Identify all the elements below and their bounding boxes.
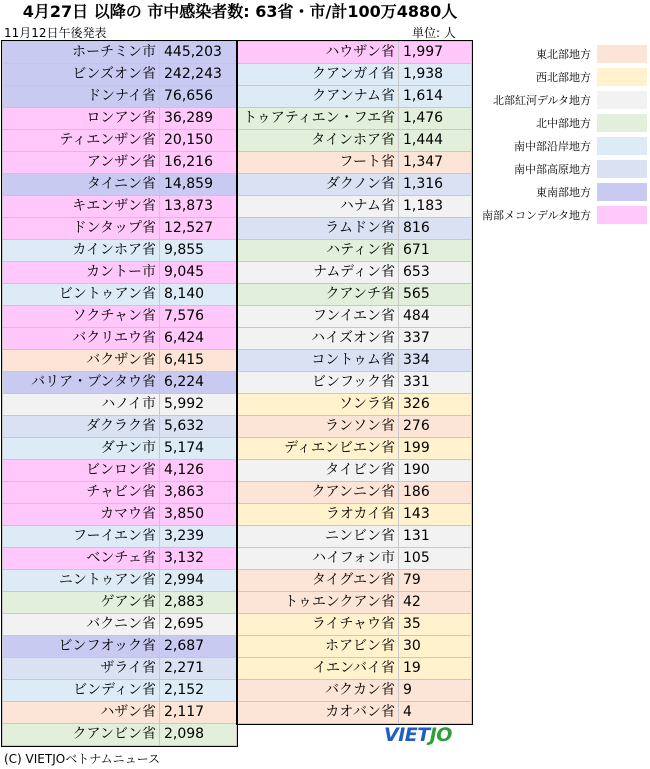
case-count: 5,632: [160, 416, 237, 438]
legend-swatch: [597, 137, 647, 155]
legend-item: [482, 88, 650, 111]
table-row: [238, 42, 472, 64]
province-name: ロンアン省: [3, 108, 160, 130]
legend-item: [482, 42, 650, 65]
province-name: ハイズオン省: [238, 328, 399, 350]
page-title: 4月27日 以降の 市中感染者数: 63省・市/計100万4880人: [22, 2, 458, 21]
legend-item: [482, 157, 650, 180]
case-count: 1,316: [399, 174, 472, 196]
case-count: 199: [399, 438, 472, 460]
table-row: [238, 636, 472, 658]
table-row: [238, 328, 472, 350]
case-count: 76,656: [160, 86, 237, 108]
table-row: [3, 702, 237, 724]
province-name: バリア・ブンタウ省: [3, 372, 160, 394]
case-count: 105: [399, 548, 472, 570]
table-row: [238, 504, 472, 526]
table-row: [3, 108, 237, 130]
case-count: 653: [399, 262, 472, 284]
table-row: [3, 218, 237, 240]
table-row: [238, 284, 472, 306]
table-row: [238, 592, 472, 614]
province-name: ハイフォン市: [238, 548, 399, 570]
table-row: [3, 482, 237, 504]
case-count: 14,859: [160, 174, 237, 196]
logo-text-viet: VIET: [384, 724, 430, 746]
legend-swatch: [597, 68, 647, 86]
table-row: [3, 724, 237, 746]
table-row: [3, 64, 237, 86]
legend-label: 南中部高原地方: [514, 162, 591, 176]
province-name: ソクチャン省: [3, 306, 160, 328]
province-name: カマウ省: [3, 504, 160, 526]
legend-item: [482, 65, 650, 88]
table-row: [238, 108, 472, 130]
table-row: [238, 394, 472, 416]
unit-label: 単位: 人: [412, 26, 456, 40]
case-count: 3,863: [160, 482, 237, 504]
province-name: チャビン省: [3, 482, 160, 504]
legend-label: 北中部地方: [536, 116, 591, 130]
legend-item: [482, 180, 650, 203]
table-row: [3, 570, 237, 592]
legend-label: 西北部地方: [536, 70, 591, 84]
province-name: フンイエン省: [238, 306, 399, 328]
province-name: ディエンビエン省: [238, 438, 399, 460]
case-count: 2,687: [160, 636, 237, 658]
table-row: [3, 86, 237, 108]
province-name: ダナン市: [3, 438, 160, 460]
case-count: 2,695: [160, 614, 237, 636]
province-name: クアンニン省: [238, 482, 399, 504]
case-count: 2,994: [160, 570, 237, 592]
province-name: ゲアン省: [3, 592, 160, 614]
table-row: [238, 350, 472, 372]
table-row: [3, 196, 237, 218]
province-name: ビンズオン省: [3, 64, 160, 86]
case-count: 1,614: [399, 86, 472, 108]
table-row: [3, 416, 237, 438]
province-name: タインホア省: [238, 130, 399, 152]
table-row: [3, 460, 237, 482]
table-row: [238, 438, 472, 460]
legend-swatch: [597, 160, 647, 178]
case-count: 42: [399, 592, 472, 614]
table-row: [238, 130, 472, 152]
table-row: [238, 86, 472, 108]
case-count: 7,576: [160, 306, 237, 328]
case-count: 3,850: [160, 504, 237, 526]
case-count: 2,883: [160, 592, 237, 614]
case-count: 1,444: [399, 130, 472, 152]
case-count: 131: [399, 526, 472, 548]
table-row: [238, 416, 472, 438]
table-row: [3, 504, 237, 526]
legend-label: 北部紅河デルタ地方: [492, 93, 591, 107]
table-row: [238, 196, 472, 218]
table-row: [3, 438, 237, 460]
right-case-table: [237, 41, 472, 724]
table-row: [3, 262, 237, 284]
province-name: ビントゥアン省: [3, 284, 160, 306]
case-count: 4,126: [160, 460, 237, 482]
case-count: 337: [399, 328, 472, 350]
province-name: ハザン省: [3, 702, 160, 724]
table-row: [238, 218, 472, 240]
table-row: [3, 284, 237, 306]
province-name: キエンザン省: [3, 196, 160, 218]
case-count: 3,239: [160, 526, 237, 548]
legend-label: 南中部沿岸地方: [514, 139, 591, 153]
case-count: 1,347: [399, 152, 472, 174]
province-name: ドンタップ省: [3, 218, 160, 240]
legend-item: [482, 111, 650, 134]
announcement-date: 11月12日午後発表: [4, 26, 107, 40]
left-case-table: [2, 41, 237, 746]
table-row: [3, 394, 237, 416]
legend-label: 東南部地方: [536, 185, 591, 199]
case-count: 6,424: [160, 328, 237, 350]
table-row: [238, 702, 472, 724]
province-name: クアンビン省: [3, 724, 160, 746]
case-count: 16,216: [160, 152, 237, 174]
case-count: 9: [399, 680, 472, 702]
case-count: 30: [399, 636, 472, 658]
province-name: ティエンザン省: [3, 130, 160, 152]
case-count: 13,873: [160, 196, 237, 218]
province-name: コントゥム省: [238, 350, 399, 372]
case-count: 484: [399, 306, 472, 328]
province-name: ザライ省: [3, 658, 160, 680]
table-row: [3, 680, 237, 702]
province-name: ナムディン省: [238, 262, 399, 284]
province-name: ベンチェ省: [3, 548, 160, 570]
table-row: [3, 306, 237, 328]
province-name: ドンナイ省: [3, 86, 160, 108]
case-count: 19: [399, 658, 472, 680]
province-name: フーイエン省: [3, 526, 160, 548]
table-row: [3, 130, 237, 152]
case-count: 565: [399, 284, 472, 306]
province-name: アンザン省: [3, 152, 160, 174]
copyright-footer: (C) VIETJOベトナムニュース: [4, 752, 161, 766]
province-name: タイビン省: [238, 460, 399, 482]
table-row: [238, 152, 472, 174]
legend-swatch: [597, 45, 647, 63]
case-count: 186: [399, 482, 472, 504]
province-name: ハノイ市: [3, 394, 160, 416]
province-name: フート省: [238, 152, 399, 174]
legend-swatch: [597, 183, 647, 201]
table-row: [3, 350, 237, 372]
table-row: [238, 460, 472, 482]
province-name: ホーチミン市: [3, 42, 160, 64]
case-count: 331: [399, 372, 472, 394]
legend-item: [482, 134, 650, 157]
table-row: [3, 240, 237, 262]
province-name: ビンディン省: [3, 680, 160, 702]
province-name: ダクノン省: [238, 174, 399, 196]
province-name: ニンビン省: [238, 526, 399, 548]
case-count: 6,415: [160, 350, 237, 372]
table-row: [238, 548, 472, 570]
case-count: 326: [399, 394, 472, 416]
legend-swatch: [597, 91, 647, 109]
province-name: ソンラ省: [238, 394, 399, 416]
table-row: [238, 240, 472, 262]
case-count: 5,992: [160, 394, 237, 416]
province-name: クアンチ省: [238, 284, 399, 306]
case-count: 2,152: [160, 680, 237, 702]
table-row: [3, 174, 237, 196]
province-name: ニントゥアン省: [3, 570, 160, 592]
table-row: [3, 658, 237, 680]
province-name: トゥエンクアン省: [238, 592, 399, 614]
province-name: ホアビン省: [238, 636, 399, 658]
case-count: 9,045: [160, 262, 237, 284]
case-count: 5,174: [160, 438, 237, 460]
legend-swatch: [597, 206, 647, 224]
table-row: [3, 526, 237, 548]
case-count: 445,203: [160, 42, 237, 64]
table-row: [238, 614, 472, 636]
province-name: トゥアティエン・フエ省: [238, 108, 399, 130]
case-count: 2,117: [160, 702, 237, 724]
province-name: バクリエウ省: [3, 328, 160, 350]
province-name: タイグエン省: [238, 570, 399, 592]
legend-label: 南部メコンデルタ地方: [482, 208, 592, 222]
province-name: ランソン省: [238, 416, 399, 438]
table-row: [238, 482, 472, 504]
province-name: ハウザン省: [238, 42, 399, 64]
province-name: ラムドン省: [238, 218, 399, 240]
case-count: 8,140: [160, 284, 237, 306]
case-count: 671: [399, 240, 472, 262]
case-count: 2,098: [160, 724, 237, 746]
province-name: ライチャウ省: [238, 614, 399, 636]
table-row: [238, 262, 472, 284]
case-count: 2,271: [160, 658, 237, 680]
case-count: 12,527: [160, 218, 237, 240]
case-count: 36,289: [160, 108, 237, 130]
table-row: [238, 658, 472, 680]
case-count: 3,132: [160, 548, 237, 570]
case-count: 79: [399, 570, 472, 592]
case-count: 6,224: [160, 372, 237, 394]
province-name: カインホア省: [3, 240, 160, 262]
case-count: 1,183: [399, 196, 472, 218]
table-row: [3, 548, 237, 570]
case-count: 20,150: [160, 130, 237, 152]
province-name: ラオカイ省: [238, 504, 399, 526]
table-row: [3, 152, 237, 174]
table-row: [3, 42, 237, 64]
table-row: [3, 592, 237, 614]
case-count: 9,855: [160, 240, 237, 262]
province-name: ビンフオック省: [3, 636, 160, 658]
table-row: [3, 372, 237, 394]
province-name: カオバン省: [238, 702, 399, 724]
region-legend: [482, 42, 650, 226]
province-name: バクカン省: [238, 680, 399, 702]
table-row: [238, 174, 472, 196]
case-count: 143: [399, 504, 472, 526]
legend-label: 東北部地方: [536, 47, 591, 61]
legend-item: [482, 203, 650, 226]
case-count: 190: [399, 460, 472, 482]
case-count: 242,243: [160, 64, 237, 86]
province-name: ビンフック省: [238, 372, 399, 394]
province-name: カントー市: [3, 262, 160, 284]
province-name: クアンガイ省: [238, 64, 399, 86]
case-count: 276: [399, 416, 472, 438]
case-count: 1,997: [399, 42, 472, 64]
case-count: 1,938: [399, 64, 472, 86]
province-name: ダクラク省: [3, 416, 160, 438]
table-row: [238, 526, 472, 548]
vietjo-logo: [384, 724, 452, 746]
logo-text-jo: JO: [429, 724, 452, 746]
province-name: バクザン省: [3, 350, 160, 372]
province-name: クアンナム省: [238, 86, 399, 108]
table-row: [238, 64, 472, 86]
province-name: イエンバイ省: [238, 658, 399, 680]
table-row: [238, 372, 472, 394]
table-row: [238, 680, 472, 702]
case-count: 334: [399, 350, 472, 372]
table-row: [3, 636, 237, 658]
case-count: 816: [399, 218, 472, 240]
legend-swatch: [597, 114, 647, 132]
table-row: [3, 328, 237, 350]
table-row: [238, 570, 472, 592]
case-count: 4: [399, 702, 472, 724]
case-count: 1,476: [399, 108, 472, 130]
province-name: ビンロン省: [3, 460, 160, 482]
province-name: ハティン省: [238, 240, 399, 262]
case-count: 35: [399, 614, 472, 636]
table-row: [238, 306, 472, 328]
province-name: タイニン省: [3, 174, 160, 196]
table-row: [3, 614, 237, 636]
province-name: ハナム省: [238, 196, 399, 218]
province-name: バクニン省: [3, 614, 160, 636]
